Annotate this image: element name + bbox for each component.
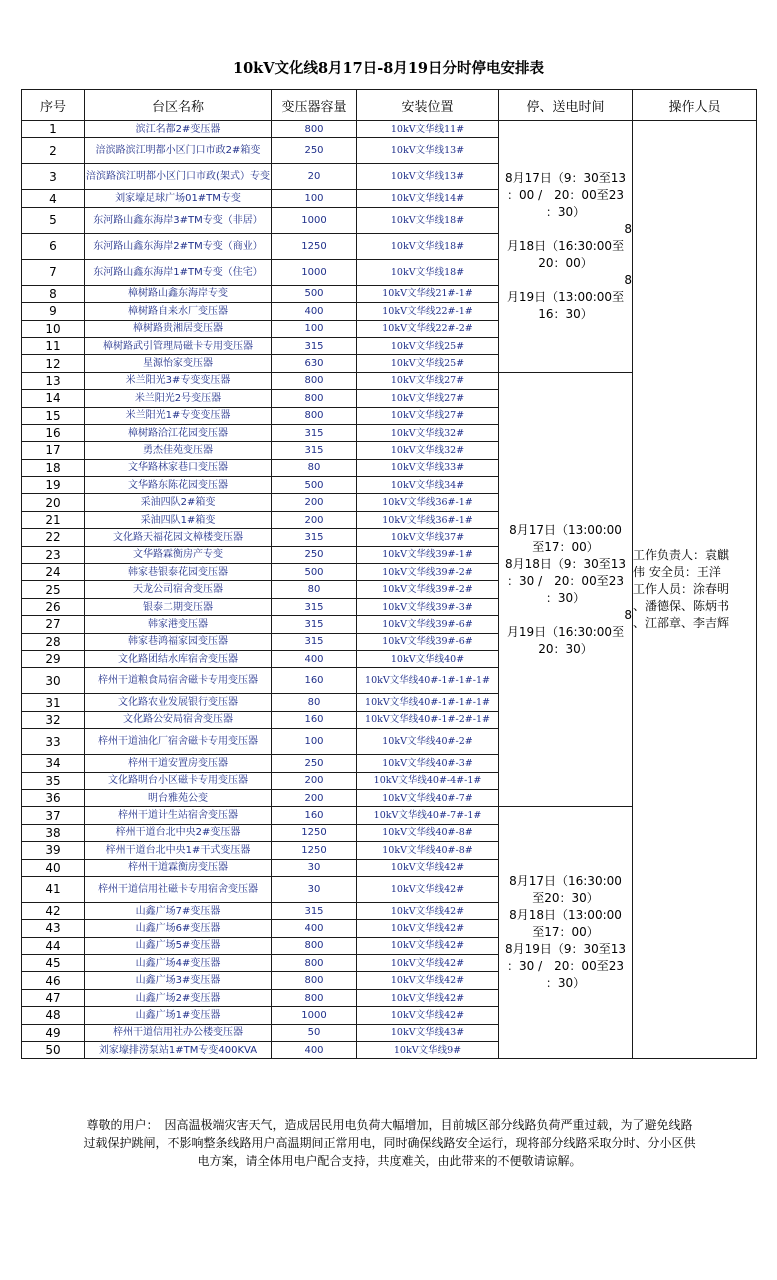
transformer-capacity: 400 (272, 920, 357, 937)
install-location: 10kV文华线43# (357, 1024, 499, 1041)
station-name: 梓州干道粮食局宿舍磁卡专用变压器 (85, 668, 272, 694)
transformer-capacity: 1000 (272, 259, 357, 285)
row-number: 41 (22, 876, 85, 902)
row-number: 27 (22, 616, 85, 633)
outage-time-group (499, 121, 633, 373)
station-name: 韩家巷银泰花园变压器 (85, 564, 272, 581)
install-location: 10kV文华线42# (357, 859, 499, 876)
transformer-capacity: 200 (272, 511, 357, 528)
install-location: 10kV文华线40#-2# (357, 729, 499, 755)
install-location: 10kV文华线40#-1#-1#-1# (357, 668, 499, 694)
notice-line: 尊敬的用户： 因高温极端灾害天气，造成居民用电负荷大幅增加，目前城区部分线路负荷严重过载，为了避免线路 (86, 1118, 693, 1132)
transformer-capacity: 1250 (272, 233, 357, 259)
outage-time-line: 8月17日（13:00:00 (509, 522, 622, 537)
header-no: 序号 (22, 90, 85, 121)
outage-time-line: ：30） (545, 590, 586, 605)
notice-line: 电方案，请全体用电户配合支持，共度难关，由此带来的不便敬请谅解。 (197, 1154, 582, 1168)
outage-time-line: 至17：00） (532, 925, 599, 940)
row-number: 11 (22, 337, 85, 354)
station-name: 梓州干道台北中央2#变压器 (85, 824, 272, 841)
operator-line: 工作负责人：袁麒 (633, 548, 730, 563)
install-location: 10kV文华线27# (357, 390, 499, 407)
row-number: 15 (22, 407, 85, 424)
transformer-capacity: 800 (272, 955, 357, 972)
row-number: 5 (22, 207, 85, 233)
station-name: 采油四队2#箱变 (85, 494, 272, 511)
row-number: 43 (22, 920, 85, 937)
row-number: 26 (22, 598, 85, 615)
outage-schedule-table (21, 89, 757, 1059)
header-time: 停、送电时间 (499, 90, 633, 121)
row-number: 24 (22, 564, 85, 581)
station-name: 刘家壕排涝泵站1#TM专变400KVA (85, 1042, 272, 1059)
transformer-capacity: 250 (272, 755, 357, 772)
station-name: 涪滨路滨江明都小区门口市政(架式）专变 (85, 164, 272, 190)
station-name: 米兰阳光3#专变变压器 (85, 372, 272, 389)
transformer-capacity: 160 (272, 711, 357, 728)
transformer-capacity: 30 (272, 859, 357, 876)
station-name: 樟树路山鑫东海岸专变 (85, 285, 272, 302)
station-name: 东河路山鑫东海岸2#TM专变（商业） (85, 233, 272, 259)
install-location: 10kV文华线39#-6# (357, 616, 499, 633)
row-number: 33 (22, 729, 85, 755)
row-number: 9 (22, 303, 85, 320)
row-number: 39 (22, 842, 85, 859)
transformer-capacity: 30 (272, 876, 357, 902)
transformer-capacity: 100 (272, 190, 357, 207)
transformer-capacity: 200 (272, 789, 357, 806)
operator-line: 、江部章、李吉辉 (633, 616, 730, 631)
station-name: 滨江名都2#变压器 (85, 121, 272, 138)
transformer-capacity: 1250 (272, 824, 357, 841)
station-name: 樟树路贵湘居变压器 (85, 320, 272, 337)
transformer-capacity: 800 (272, 390, 357, 407)
install-location: 10kV文华线40#-1#-2#-1# (357, 711, 499, 728)
station-name: 东河路山鑫东海岸1#TM专变（住宅） (85, 259, 272, 285)
install-location: 10kV文华线36#-1# (357, 511, 499, 528)
transformer-capacity: 100 (272, 729, 357, 755)
install-location: 10kV文华线37# (357, 529, 499, 546)
outage-time-line: 8月17日（16:30:00 (509, 874, 622, 889)
station-name: 刘家壕足球广场01#TM专变 (85, 190, 272, 207)
row-number: 29 (22, 650, 85, 667)
operators-cell (633, 121, 757, 1059)
install-location: 10kV文华线34# (357, 477, 499, 494)
transformer-capacity: 100 (272, 320, 357, 337)
outage-time-line: 8 (624, 221, 632, 236)
row-number: 40 (22, 859, 85, 876)
notice-line: 过载保护跳闸，不影响整条线路用户高温期间正常用电，同时确保线路安全运行，现将部分线路采取分时、分小区供 (83, 1136, 696, 1150)
transformer-capacity: 800 (272, 972, 357, 989)
outage-time-line: ：30） (545, 976, 586, 991)
station-name: 米兰阳光2号变压器 (85, 390, 272, 407)
install-location: 10kV文华线32# (357, 424, 499, 441)
transformer-capacity: 315 (272, 424, 357, 441)
row-number: 42 (22, 902, 85, 919)
install-location: 10kV文华线40#-8# (357, 824, 499, 841)
station-name: 东河路山鑫东海岸3#TM专变（非居） (85, 207, 272, 233)
row-number: 47 (22, 989, 85, 1006)
transformer-capacity: 80 (272, 694, 357, 711)
install-location: 10kV文华线13# (357, 138, 499, 164)
install-location: 10kV文华线40#-1#-1#-1# (357, 694, 499, 711)
outage-time-line: 20：30） (538, 641, 593, 656)
row-number: 30 (22, 668, 85, 694)
transformer-capacity: 500 (272, 477, 357, 494)
station-name: 文化路明台小区磁卡专用变压器 (85, 772, 272, 789)
transformer-capacity: 315 (272, 337, 357, 354)
row-number: 19 (22, 477, 85, 494)
station-name: 米兰阳光1#专变变压器 (85, 407, 272, 424)
operator-line: 工作人员：涂春明 (633, 582, 730, 597)
station-name: 山鑫广场2#变压器 (85, 989, 272, 1006)
install-location: 10kV文华线42# (357, 902, 499, 919)
install-location: 10kV文华线25# (357, 337, 499, 354)
outage-time-line: 8月18日（9：30至13 (504, 556, 627, 571)
row-number: 7 (22, 259, 85, 285)
install-location: 10kV文华线36#-1# (357, 494, 499, 511)
outage-time-group (499, 372, 633, 807)
row-number: 12 (22, 355, 85, 372)
install-location: 10kV文华线27# (357, 407, 499, 424)
row-number: 1 (22, 121, 85, 138)
outage-time-line: ：00 / 20：00至23 (507, 187, 624, 202)
install-location: 10kV文华线18# (357, 207, 499, 233)
install-location: 10kV文华线42# (357, 1007, 499, 1024)
row-number: 14 (22, 390, 85, 407)
install-location: 10kV文华线39#-1# (357, 546, 499, 563)
install-location: 10kV文华线27# (357, 372, 499, 389)
transformer-capacity: 500 (272, 285, 357, 302)
transformer-capacity: 20 (272, 164, 357, 190)
install-location: 10kV文华线39#-3# (357, 598, 499, 615)
transformer-capacity: 800 (272, 937, 357, 954)
install-location: 10kV文华线39#-6# (357, 633, 499, 650)
row-number: 44 (22, 937, 85, 954)
row-number: 31 (22, 694, 85, 711)
row-number: 6 (22, 233, 85, 259)
operator-line: 、潘德保、陈炳书 (633, 599, 730, 614)
header-capacity: 变压器容量 (272, 90, 357, 121)
outage-time-line: 20：00） (538, 255, 593, 270)
outage-time-line: ：30 / 20：00至23 (507, 573, 624, 588)
header-name: 台区名称 (85, 90, 272, 121)
outage-time-line: 月18日（16:30:00至 (506, 238, 625, 253)
outage-time-group (499, 807, 633, 1059)
station-name: 梓州干道信用社办公楼变压器 (85, 1024, 272, 1041)
table-body (22, 121, 757, 1059)
install-location: 10kV文华线42# (357, 955, 499, 972)
operator-line: 伟 安全员：王洋 (633, 565, 721, 580)
station-name: 梓州干道台北中央1#干式变压器 (85, 842, 272, 859)
transformer-capacity: 160 (272, 668, 357, 694)
station-name: 银泰二期变压器 (85, 598, 272, 615)
row-number: 2 (22, 138, 85, 164)
page-title: 10kV文化线8月17日-8月19日分时停电安排表 (232, 60, 545, 77)
transformer-capacity: 1000 (272, 207, 357, 233)
transformer-capacity: 800 (272, 407, 357, 424)
row-number: 3 (22, 164, 85, 190)
station-name: 梓州干道霖衡房变压器 (85, 859, 272, 876)
outage-time-line: 8 (624, 607, 632, 622)
outage-time-line: 月19日（16:30:00至 (506, 624, 625, 639)
install-location: 10kV文华线40# (357, 650, 499, 667)
row-number: 36 (22, 789, 85, 806)
transformer-capacity: 160 (272, 807, 357, 824)
row-number: 25 (22, 581, 85, 598)
station-name: 文化路农业发展银行变压器 (85, 694, 272, 711)
row-number: 17 (22, 442, 85, 459)
row-number: 13 (22, 372, 85, 389)
outage-time-line: 至20：30） (532, 891, 599, 906)
transformer-capacity: 1000 (272, 1007, 357, 1024)
outage-time-line: 8月18日（13:00:00 (509, 908, 622, 923)
station-name: 梓州干道安置房变压器 (85, 755, 272, 772)
install-location: 10kV文华线21#-1# (357, 285, 499, 302)
station-name: 山鑫广场7#变压器 (85, 902, 272, 919)
station-name: 樟树路自来水厂变压器 (85, 303, 272, 320)
install-location: 10kV文华线32# (357, 442, 499, 459)
row-number: 50 (22, 1042, 85, 1059)
notice (22, 1116, 757, 1170)
station-name: 采油四队1#箱变 (85, 511, 272, 528)
install-location: 10kV文华线42# (357, 989, 499, 1006)
row-number: 21 (22, 511, 85, 528)
station-name: 山鑫广场6#变压器 (85, 920, 272, 937)
station-name: 梓州干道计生站宿舍变压器 (85, 807, 272, 824)
station-name: 山鑫广场5#变压器 (85, 937, 272, 954)
install-location: 10kV文华线40#-4#-1# (357, 772, 499, 789)
install-location: 10kV文华线39#-2# (357, 581, 499, 598)
header-row (22, 90, 757, 121)
transformer-capacity: 50 (272, 1024, 357, 1041)
row-number: 32 (22, 711, 85, 728)
transformer-capacity: 1250 (272, 842, 357, 859)
station-name: 文化路公安局宿舍变压器 (85, 711, 272, 728)
transformer-capacity: 250 (272, 546, 357, 563)
install-location: 10kV文华线11# (357, 121, 499, 138)
transformer-capacity: 800 (272, 121, 357, 138)
outage-time-line: ：30） (545, 204, 586, 219)
install-location: 10kV文华线22#-2# (357, 320, 499, 337)
station-name: 勇杰佳苑变压器 (85, 442, 272, 459)
row-number: 16 (22, 424, 85, 441)
row-number: 48 (22, 1007, 85, 1024)
transformer-capacity: 200 (272, 494, 357, 511)
transformer-capacity: 315 (272, 598, 357, 615)
outage-time-line: 8 (624, 272, 632, 287)
row-number: 45 (22, 955, 85, 972)
station-name: 文华路东陈花园变压器 (85, 477, 272, 494)
transformer-capacity: 315 (272, 902, 357, 919)
row-number: 35 (22, 772, 85, 789)
install-location: 10kV文华线13# (357, 164, 499, 190)
station-name: 涪滨路滨江明都小区门口市政2#箱变 (85, 138, 272, 164)
row-number: 37 (22, 807, 85, 824)
station-name: 山鑫广场3#变压器 (85, 972, 272, 989)
transformer-capacity: 315 (272, 529, 357, 546)
row-number: 38 (22, 824, 85, 841)
transformer-capacity: 315 (272, 616, 357, 633)
transformer-capacity: 200 (272, 772, 357, 789)
install-location: 10kV文华线18# (357, 233, 499, 259)
station-name: 山鑫广场4#变压器 (85, 955, 272, 972)
transformer-capacity: 500 (272, 564, 357, 581)
row-number: 23 (22, 546, 85, 563)
row-number: 20 (22, 494, 85, 511)
row-number: 34 (22, 755, 85, 772)
row-number: 8 (22, 285, 85, 302)
station-name: 樟树路洽江花园变压器 (85, 424, 272, 441)
outage-time-line: 16：30） (538, 306, 593, 321)
install-location: 10kV文华线25# (357, 355, 499, 372)
transformer-capacity: 630 (272, 355, 357, 372)
row-number: 10 (22, 320, 85, 337)
station-name: 文化路天福花园文樟楼变压器 (85, 529, 272, 546)
install-location: 10kV文华线22#-1# (357, 303, 499, 320)
station-name: 山鑫广场1#变压器 (85, 1007, 272, 1024)
transformer-capacity: 315 (272, 442, 357, 459)
install-location: 10kV文华线40#-7# (357, 789, 499, 806)
transformer-capacity: 400 (272, 1042, 357, 1059)
install-location: 10kV文华线40#-3# (357, 755, 499, 772)
row-number: 18 (22, 459, 85, 476)
outage-time-line: ：30 / 20：00至23 (507, 959, 624, 974)
install-location: 10kV文华线42# (357, 937, 499, 954)
station-name: 明台雅苑公变 (85, 789, 272, 806)
outage-time-line: 8月19日（9：30至13 (504, 942, 627, 957)
install-location: 10kV文华线18# (357, 259, 499, 285)
row-number: 46 (22, 972, 85, 989)
transformer-capacity: 80 (272, 459, 357, 476)
station-name: 星源怡家变压器 (85, 355, 272, 372)
row-number: 49 (22, 1024, 85, 1041)
header-operator: 操作人员 (633, 90, 757, 121)
station-name: 韩家巷鸿福家园变压器 (85, 633, 272, 650)
row-number: 28 (22, 633, 85, 650)
station-name: 文化路团结水库宿舍变压器 (85, 650, 272, 667)
station-name: 樟树路武引管理局磁卡专用变压器 (85, 337, 272, 354)
transformer-capacity: 800 (272, 372, 357, 389)
outage-time-line: 8月17日（9：30至13 (504, 170, 627, 185)
station-name: 文华路霖衡房产专变 (85, 546, 272, 563)
install-location: 10kV文华线40#-7#-1# (357, 807, 499, 824)
station-name: 天龙公司宿舍变压器 (85, 581, 272, 598)
header-location: 安装位置 (357, 90, 499, 121)
transformer-capacity: 80 (272, 581, 357, 598)
install-location: 10kV文华线42# (357, 920, 499, 937)
station-name: 韩家港变压器 (85, 616, 272, 633)
transformer-capacity: 400 (272, 650, 357, 667)
outage-time-line: 月19日（13:00:00至 (506, 289, 625, 304)
transformer-capacity: 250 (272, 138, 357, 164)
install-location: 10kV文华线39#-2# (357, 564, 499, 581)
install-location: 10kV文华线14# (357, 190, 499, 207)
station-name: 文华路林家巷口变压器 (85, 459, 272, 476)
outage-time-line: 至17：00） (532, 539, 599, 554)
station-name: 梓州干道信用社磁卡专用宿舍变压器 (85, 876, 272, 902)
transformer-capacity: 800 (272, 989, 357, 1006)
row-number: 22 (22, 529, 85, 546)
install-location: 10kV文华线40#-8# (357, 842, 499, 859)
transformer-capacity: 315 (272, 633, 357, 650)
install-location: 10kV文华线42# (357, 972, 499, 989)
install-location: 10kV文华线42# (357, 876, 499, 902)
table-row (22, 121, 757, 138)
row-number: 4 (22, 190, 85, 207)
install-location: 10kV文华线33# (357, 459, 499, 476)
station-name: 梓州干道油化厂宿舍磁卡专用变压器 (85, 729, 272, 755)
transformer-capacity: 400 (272, 303, 357, 320)
install-location: 10kV文华线9# (357, 1042, 499, 1059)
